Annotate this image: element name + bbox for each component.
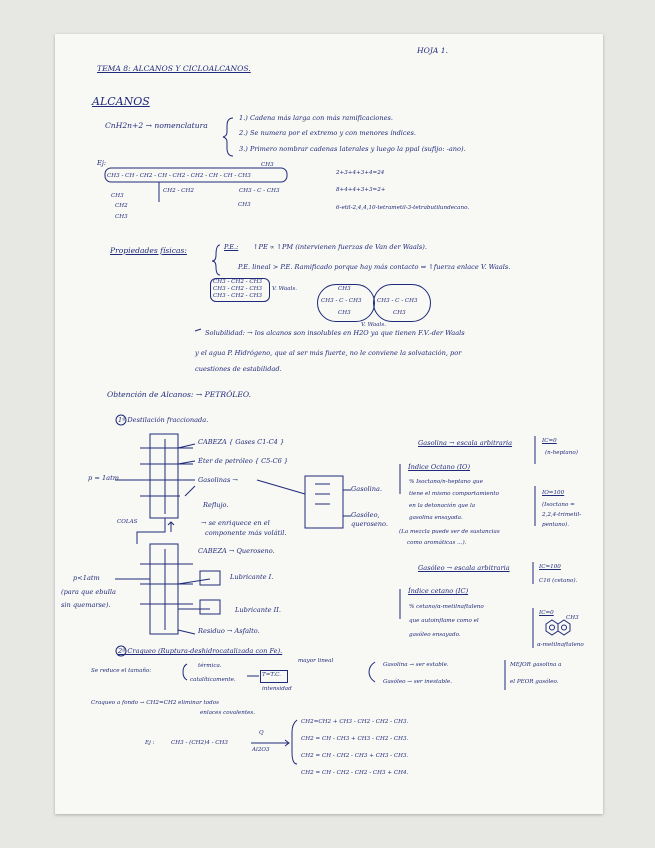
chain-ch3-left: CH3 bbox=[111, 193, 124, 199]
enriquece-line-1: → se enriquece en el bbox=[201, 519, 270, 527]
branched-right-formula: CH3 - C - CH3 bbox=[377, 298, 418, 304]
section-heading-obtencion: Obtención de Alcanos: → PETRÓLEO. bbox=[107, 390, 252, 399]
main-chain: CH3 - CH - CH2 - CH - CH2 - CH2 - CH - CH - CH3 bbox=[107, 173, 251, 179]
section-heading-propiedades: Propiedades físicas: bbox=[110, 246, 187, 255]
pressure-low-reason-1: (para que ebulla bbox=[61, 588, 116, 596]
gasolinas: Gasolinas → bbox=[198, 476, 238, 484]
cetano-def-2: que autoinflame como el bbox=[409, 618, 479, 624]
ink-drawing bbox=[55, 34, 603, 814]
pe-compare: P.E. lineal > P.E. Ramificado porque hay más contacto ⇒ ↑fuerza enlace V. Waals. bbox=[238, 263, 511, 271]
gasolina-estable: Gasolina → ser estable. bbox=[383, 662, 449, 668]
rule-2: 2.) Se numera por el extremo y con menores índices. bbox=[239, 129, 416, 137]
mezcla-note-1: (La mezcla puede ser de sustancias bbox=[399, 529, 500, 535]
branched-left-formula: CH3 - C - CH3 bbox=[321, 298, 362, 304]
intensidad-label: intensidad bbox=[262, 686, 292, 692]
indice-cetano: Índice cetano (IC) bbox=[408, 587, 469, 595]
enriquece-line-2: componente más volátil. bbox=[205, 529, 287, 537]
rule-1: 1.) Cadena más larga con más ramificaciones. bbox=[239, 114, 393, 122]
notebook-page bbox=[55, 34, 603, 814]
isooctano-3: pentano). bbox=[542, 522, 570, 528]
linear-chain-1: CH3 - CH2 - CH3 bbox=[213, 279, 263, 285]
gasoleo-cetano: C16 (cetano). bbox=[539, 578, 578, 584]
section-heading-alcanos: ALCANOS bbox=[92, 95, 150, 108]
lubricante-2: Lubricante II. bbox=[235, 606, 281, 614]
gasoleo-output-2: queroseno. bbox=[351, 520, 388, 528]
van-der-waals-label: V. Waals. bbox=[272, 286, 297, 292]
page-title: TEMA 8: ALCANOS Y CICLOALCANOS. bbox=[97, 64, 251, 73]
chain-ch3-bottom: CH3 bbox=[238, 202, 251, 208]
cabeza-gases: CABEZA { Gases C1-C4 } bbox=[198, 438, 285, 446]
chain-ch3-left-2: CH3 bbox=[115, 214, 128, 220]
gasolina-output: Gasolina. bbox=[351, 485, 383, 493]
residuo-asfalto: Residuo → Asfalto. bbox=[198, 627, 260, 635]
temperature-label: T=T.C. bbox=[262, 672, 281, 678]
product-4: CH2 = CH - CH2 - CH2 - CH3 + CH4. bbox=[301, 770, 409, 776]
chain-top-ch3: CH3 bbox=[261, 162, 274, 168]
cracking-reactant: CH3 - (CH2)4 - CH3 bbox=[171, 740, 228, 746]
gasolina-ic0: IC=0 bbox=[542, 438, 557, 444]
pressure-low-reason-2: sin quemarse). bbox=[61, 601, 111, 609]
mejor-gasolina: MEJOR gasolina a bbox=[510, 662, 562, 668]
craqueo-termica: térmica. bbox=[198, 663, 222, 669]
cetano-def-1: % cetano/α-metilnaftaleno bbox=[409, 604, 484, 610]
octano-def-3: en la detonación que la bbox=[409, 503, 476, 509]
octano-def-2: tiene el mismo comportamiento bbox=[409, 491, 499, 497]
cetano-def-3: gasóleo ensayado. bbox=[409, 632, 461, 638]
chain-ch2-left: CH2 bbox=[115, 203, 128, 209]
step-craqueo: 2º Craqueo (Ruptura-deshidrocatalizada con Fe). bbox=[118, 647, 283, 655]
general-formula: CnH2n+2 → nomenclatura bbox=[105, 121, 208, 130]
chain-branch-ethyl: CH2 - CH2 bbox=[163, 188, 194, 194]
solubilidad-line-2: y el agua P. Hidrógeno, que al ser más fuerte, no le conviene la solvatación, por bbox=[195, 349, 462, 357]
compound-name: 6-etil-2,4,4,10-tetrametil-3-tetrabutilundecano. bbox=[336, 205, 470, 211]
reflujo: Reflujo. bbox=[203, 501, 229, 509]
octano-def-4: gasolina ensayada. bbox=[409, 515, 463, 521]
eter-petroleo: Éter de petróleo { C5-C6 } bbox=[198, 457, 289, 465]
mayor-lineal-label: mayor lineal bbox=[298, 658, 334, 664]
gasoleo-ic100: IC=100 bbox=[539, 564, 561, 570]
metilnaftaleno-label: α-metilnaftaleno bbox=[537, 642, 584, 648]
product-3: CH2 = CH - CH2 - CH3 + CH3 - CH3. bbox=[301, 753, 409, 759]
pe-text: ↑PE ∝ ↑PM (intervienen fuerzas de Van der Waals). bbox=[253, 243, 427, 251]
rule-3: 3.) Primero nombrar cadenas laterales y luego la ppal (sufijo: -ano). bbox=[239, 145, 466, 153]
gasoleo-ic0: IC=0 bbox=[539, 610, 554, 616]
gasolina-heptano: (n-heptano) bbox=[545, 450, 578, 456]
naphthalene-ch3: CH3 bbox=[566, 615, 579, 621]
product-1: CH2=CH2 + CH3 - CH2 - CH2 - CH3. bbox=[301, 719, 409, 725]
octano-def-1: % Isoctano/n-heptano que bbox=[409, 479, 483, 485]
craqueo-reduce: Se reduce el tamaño: bbox=[91, 668, 152, 674]
solubilidad-line-1: Solubilidad: → los alcanos son insolubles en H2O ya que tienen F.V.-der Waals bbox=[205, 329, 465, 337]
craqueo-fondo-1: Craqueo a fondo → CH2=CH2 eliminar todos bbox=[91, 700, 219, 706]
mezcla-note-2: como aromáticas ...). bbox=[407, 540, 467, 546]
lubricante-1: Lubricante I. bbox=[230, 573, 274, 581]
craqueo-catalitica: catalíticamente. bbox=[190, 677, 236, 683]
craqueo-fondo-2: enlaces covalentes. bbox=[200, 710, 256, 716]
cabeza-queroseno: CABEZA → Queroseno. bbox=[198, 547, 275, 555]
chain-branch-tbutyl: CH3 - C - CH3 bbox=[239, 188, 280, 194]
linear-chain-2: CH3 - CH2 - CH3 bbox=[213, 286, 263, 292]
pressure-top: p = 1atm bbox=[88, 474, 119, 482]
peor-gasoleo: el PEOR gasóleo. bbox=[510, 679, 559, 685]
example-label: Ej: bbox=[97, 159, 107, 167]
linear-chain-3: CH3 - CH2 - CH3 bbox=[213, 293, 263, 299]
gasoleo-output-1: Gasóleo, bbox=[351, 511, 380, 519]
branched-top-ch3: CH3 bbox=[338, 286, 351, 292]
sum-2: 8+4+4+3+3=2+ bbox=[336, 187, 386, 193]
indice-octano: Índice Octano (IO) bbox=[408, 463, 471, 471]
pressure-low: p<1atm bbox=[73, 574, 100, 582]
gasolina-ic100: IO=100 bbox=[542, 490, 565, 496]
isooctano-2: 2,2,4-trimetil- bbox=[542, 512, 582, 518]
van-der-waals-bottom: V. Waals. bbox=[361, 322, 386, 328]
product-2: CH2 = CH - CH3 + CH3 - CH2 - CH3. bbox=[301, 736, 409, 742]
branched-bottom-ch3: CH3 bbox=[338, 310, 351, 316]
pe-label: P.E.: bbox=[224, 243, 239, 251]
example-2-label: Ej : bbox=[145, 740, 155, 746]
gasolina-scale: Gasolina → escala arbitraria bbox=[418, 439, 513, 447]
branched-right-bottom-ch3: CH3 bbox=[393, 310, 406, 316]
step-destilacion: 1º Destilación fraccionada. bbox=[118, 416, 209, 424]
condition-heat: Q bbox=[259, 730, 264, 736]
sheet-number: HOJA 1. bbox=[417, 46, 449, 55]
sum-1: 2+3+4+3+4=24 bbox=[336, 170, 385, 176]
gasoleo-scale: Gasóleo → escala arbitraria bbox=[418, 564, 510, 572]
solubilidad-line-3: cuestiones de estabilidad. bbox=[195, 365, 282, 373]
colas-label: COLAS bbox=[117, 519, 138, 525]
condition-catalyst: Al2O3 bbox=[252, 747, 270, 753]
gasoleo-inestable: Gasóleo → ser inestable. bbox=[383, 679, 452, 685]
isooctano-1: (Isoctano = bbox=[542, 502, 575, 508]
